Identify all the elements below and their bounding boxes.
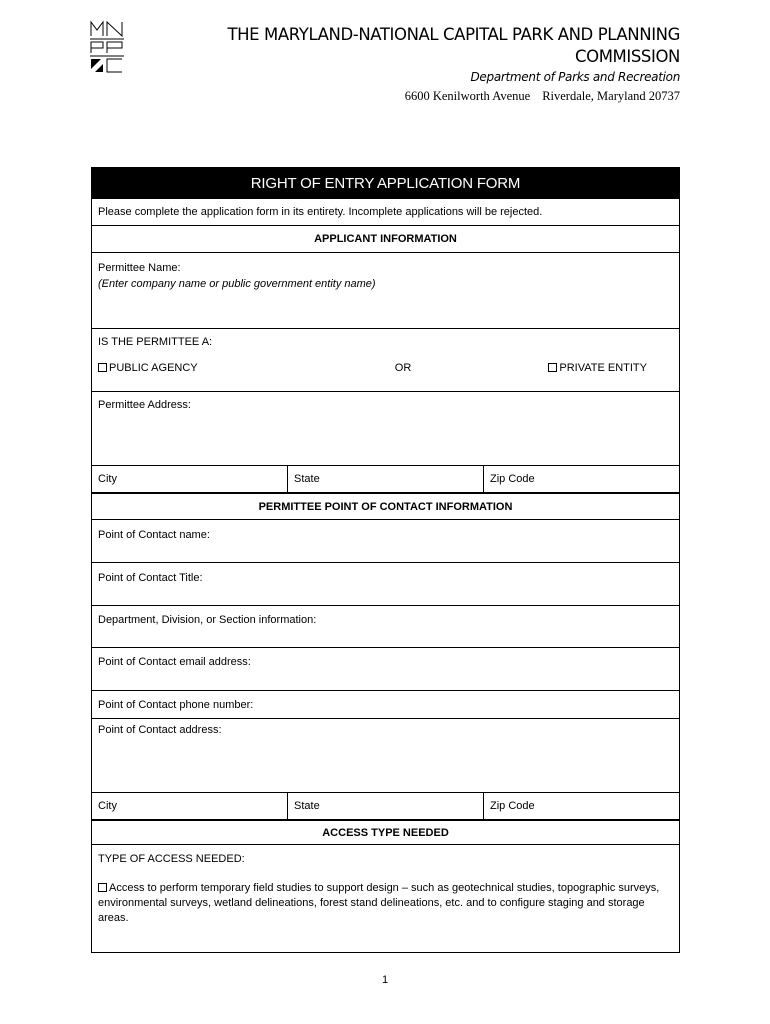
permittee-name-field[interactable]: [92, 253, 679, 329]
contact-email-label: Point of Contact email address:: [98, 656, 251, 668]
department-info-label: Department, Division, or Section information:: [98, 614, 317, 626]
contact-email-field[interactable]: [92, 648, 679, 691]
access-type-header: ACCESS TYPE NEEDED: [92, 821, 679, 845]
page-number: 1: [381, 974, 389, 986]
access-option-field-studies[interactable]: [98, 881, 673, 926]
permittee-state-field[interactable]: [288, 466, 484, 492]
zip-label: Zip Code: [490, 473, 535, 485]
department-info-field[interactable]: [92, 606, 679, 648]
address-city: Riverdale, Maryland 20737: [542, 89, 680, 103]
contact-city-state-zip: [92, 793, 679, 821]
permittee-name-label: Permittee Name:: [98, 262, 181, 274]
city-label: City: [98, 800, 117, 812]
access-type-field: [92, 845, 679, 952]
department-name: Department of Parks and Recreation: [470, 70, 680, 84]
zip-label: Zip Code: [490, 800, 535, 812]
public-agency-checkbox[interactable]: [98, 363, 107, 372]
state-label: State: [294, 800, 320, 812]
contact-phone-label: Point of Contact phone number:: [98, 699, 254, 711]
contact-name-field[interactable]: [92, 520, 679, 563]
contact-title-field[interactable]: [92, 563, 679, 606]
public-agency-option[interactable]: [98, 362, 198, 374]
permittee-name-hint: (Enter company name or public government entity name): [98, 278, 376, 290]
private-entity-label: PRIVATE ENTITY: [559, 362, 647, 374]
contact-phone-field[interactable]: [92, 691, 679, 719]
permittee-zip-field[interactable]: [484, 466, 679, 492]
contact-title-label: Point of Contact Title:: [98, 572, 203, 584]
contact-zip-field[interactable]: [484, 793, 679, 819]
permittee-city-state-zip: [92, 466, 679, 494]
access-type-question: TYPE OF ACCESS NEEDED:: [98, 853, 245, 865]
contact-city-field[interactable]: [92, 793, 288, 819]
form-title: RIGHT OF ENTRY APPLICATION FORM: [92, 168, 679, 199]
mncppc-logo: [89, 20, 125, 74]
access-option-label: Access to perform temporary field studies to support design – such as geotechnical studies, topographic surveys, environmental surveys, wetland delineations, forest stand delineations, etc. and to configure staging and storage areas.: [98, 882, 660, 924]
access-option-checkbox[interactable]: [98, 883, 107, 892]
contact-name-label: Point of Contact name:: [98, 529, 210, 541]
city-label: City: [98, 473, 117, 485]
or-label: OR: [394, 362, 412, 374]
permittee-address-field[interactable]: [92, 392, 679, 466]
contact-address-field[interactable]: [92, 719, 679, 793]
right-of-entry-form: [91, 167, 680, 953]
permittee-type-question: IS THE PERMITTEE A:: [98, 336, 213, 348]
private-entity-checkbox[interactable]: [548, 363, 557, 372]
organization-title: THE MARYLAND-NATIONAL CAPITAL PARK AND PLANNING COMMISSION: [227, 25, 680, 66]
state-label: State: [294, 473, 320, 485]
permittee-type-field: [92, 329, 679, 392]
public-agency-label: PUBLIC AGENCY: [109, 362, 198, 374]
private-entity-option[interactable]: [548, 362, 647, 374]
applicant-information-header: APPLICANT INFORMATION: [92, 226, 679, 253]
permittee-city-field[interactable]: [92, 466, 288, 492]
contact-information-header: PERMITTEE POINT OF CONTACT INFORMATION: [92, 494, 679, 520]
contact-address-label: Point of Contact address:: [98, 724, 222, 736]
organization-address: [405, 89, 680, 104]
permittee-address-label: Permittee Address:: [98, 399, 191, 411]
contact-state-field[interactable]: [288, 793, 484, 819]
address-street: 6600 Kenilworth Avenue: [404, 89, 531, 103]
form-instructions: Please complete the application form in its entirety. Incomplete applications will be rejected.: [92, 199, 679, 226]
